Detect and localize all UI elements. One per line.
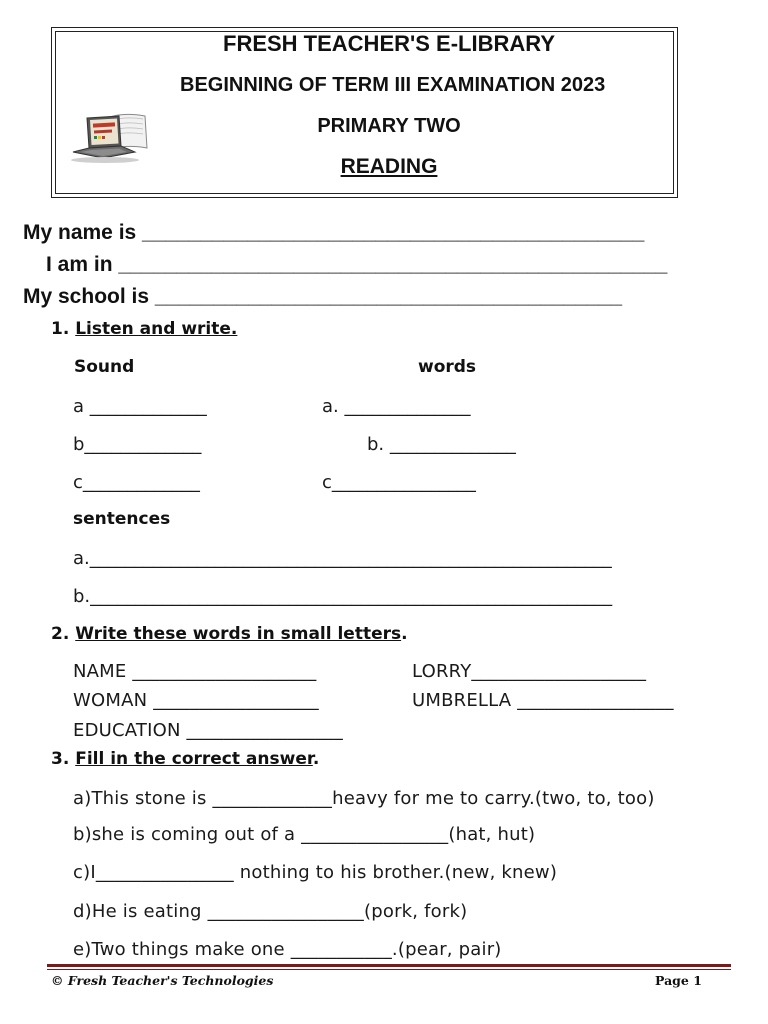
- item-text: Two things make one ___________.(pear, pair): [91, 939, 502, 960]
- question-title: Fill in the correct answer: [75, 749, 313, 769]
- class-line: I am in _______________________________________________: [46, 253, 668, 276]
- word-to-rewrite: NAME ____________________: [73, 661, 317, 682]
- school-line: My school is ________________________________________: [23, 285, 623, 308]
- question-2-heading: [51, 624, 408, 644]
- footer-copyright: © Fresh Teacher's Technologies: [51, 973, 274, 988]
- sound-item: a _____________: [73, 396, 207, 417]
- item-label: c): [73, 862, 91, 883]
- sound-column-label: Sound: [74, 357, 135, 377]
- class-title: PRIMARY TWO: [317, 115, 461, 137]
- item-text: He is eating _________________(pork, fork): [91, 901, 468, 922]
- sentence-line: a.__________________________________________________________: [73, 548, 612, 569]
- question-number: 2.: [51, 624, 70, 644]
- footer-page-number: Page 1: [655, 973, 702, 988]
- fill-in-item: [73, 788, 655, 809]
- item-text: she is coming out of a ________________(hat, hut): [91, 824, 536, 845]
- word-item: b. ______________: [367, 434, 516, 455]
- subject-title: READING: [340, 155, 438, 178]
- word-item: a. ______________: [322, 396, 471, 417]
- school-title: FRESH TEACHER'S E-LIBRARY: [223, 31, 555, 56]
- fill-in-item: [73, 939, 502, 960]
- fill-in-item: [73, 862, 557, 883]
- question-title: Listen and write.: [75, 319, 238, 339]
- word-to-rewrite: LORRY___________________: [412, 661, 647, 682]
- item-label: a): [73, 788, 92, 809]
- question-1-heading: [51, 319, 237, 339]
- sentence-line: b.__________________________________________________________: [73, 586, 613, 607]
- sound-item: b_____________: [73, 434, 202, 455]
- item-text: I_______________ nothing to his brother.(new, knew): [90, 862, 558, 883]
- item-text: This stone is _____________heavy for me to carry.(two, to, too): [91, 788, 655, 809]
- question-period: .: [312, 749, 320, 769]
- word-item: c________________: [322, 472, 476, 493]
- sound-item: c_____________: [73, 472, 200, 493]
- name-line: My name is ___________________________________________: [23, 221, 645, 244]
- footer-rule-thin: [47, 969, 731, 970]
- word-to-rewrite: WOMAN __________________: [73, 690, 319, 711]
- footer-rule-thick: [47, 964, 731, 967]
- item-label: b): [73, 824, 92, 845]
- item-label: d): [73, 901, 92, 922]
- question-number: 1.: [51, 319, 70, 339]
- question-title: Write these words in small letters: [75, 624, 402, 644]
- fill-in-item: [73, 901, 467, 922]
- word-to-rewrite: UMBRELLA _________________: [412, 690, 674, 711]
- sentences-label: sentences: [73, 509, 171, 529]
- question-3-heading: [51, 749, 319, 769]
- word-to-rewrite: EDUCATION _________________: [73, 720, 343, 741]
- words-column-label: words: [418, 357, 477, 377]
- question-period: .: [401, 624, 408, 644]
- fill-in-item: [73, 824, 535, 845]
- exam-title: BEGINNING OF TERM III EXAMINATION 2023: [180, 74, 606, 96]
- question-number: 3.: [51, 749, 70, 769]
- item-label: e): [73, 939, 92, 960]
